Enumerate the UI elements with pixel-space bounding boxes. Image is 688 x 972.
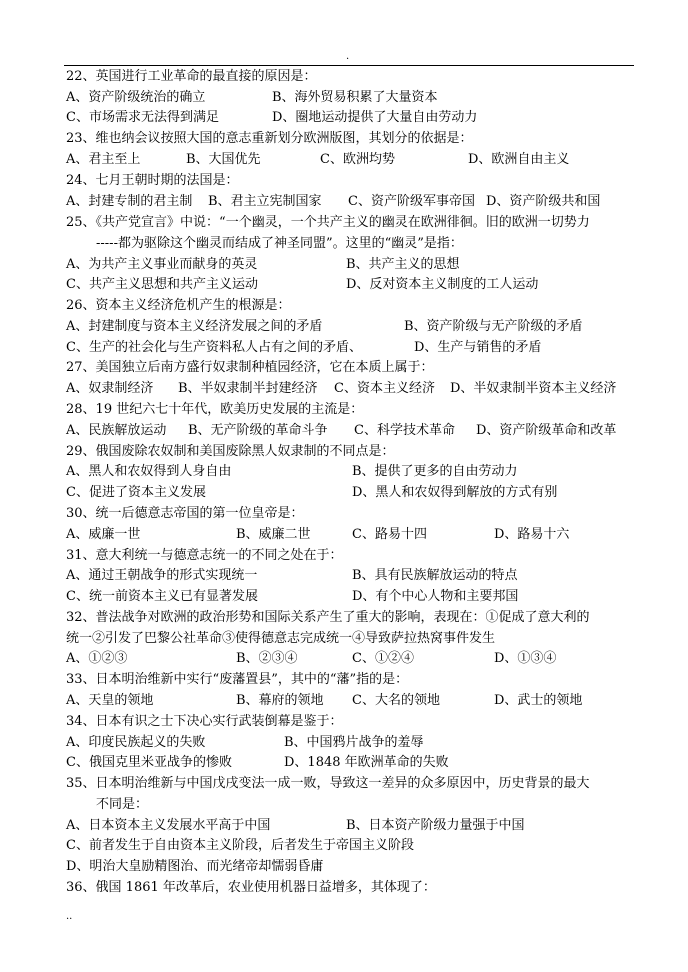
question-36-stem: 36、俄国 1861 年改革后，农业使用机器日益增多，其体现了： xyxy=(66,880,436,895)
q25-option-c: C、共产主义思想和共产主义运动 xyxy=(66,277,258,292)
q32-option-a: A、①②③ xyxy=(66,651,128,666)
question-31-stem: 31、意大利统一与德意志统一的不同之处在于： xyxy=(66,548,343,563)
question-32-stem-line-1: 32、普法战争对欧洲的政治形势和国际关系产生了重大的影响，表现在：①促成了意大利的 xyxy=(66,610,590,625)
question-25-stem-line-2: -----都为驱除这个幽灵而结成了神圣同盟”。这里的“幽灵”是指： xyxy=(96,236,463,251)
q22-option-d: D、圈地运动提供了大量自由劳动力 xyxy=(272,110,478,125)
q22-option-b: B、海外贸易积累了大量资本 xyxy=(272,90,438,105)
question-27-stem: 27、美国独立后南方盛行奴隶制种植园经济，它在本质上属于： xyxy=(66,360,434,375)
q28-option-c: C、科学技术革命 xyxy=(354,423,455,438)
q27-option-d: D、半奴隶制半资本主义经济 xyxy=(450,381,617,396)
q30-option-b: B、威廉二世 xyxy=(236,527,311,542)
question-29-stem: 29、俄国废除农奴制和美国废除黑人奴隶制的不同点是： xyxy=(66,444,395,459)
q24-option-a: A、封建专制的君主制 xyxy=(66,194,193,209)
q26-option-a: A、封建制度与资本主义经济发展之间的矛盾 xyxy=(66,319,323,334)
q27-option-b: B、半奴隶制半封建经济 xyxy=(178,381,318,396)
q26-option-d: D、生产与销售的矛盾 xyxy=(414,340,542,355)
q34-option-a: A、印度民族起义的失败 xyxy=(66,735,206,750)
q23-option-b: B、大国优先 xyxy=(186,152,261,167)
q24-option-b: B、君主立宪制国家 xyxy=(208,194,322,209)
q34-option-d: D、1848 年欧洲革命的失败 xyxy=(284,755,449,770)
question-23-stem: 23、维也纳会议按照大国的意志重新划分欧洲版图，其划分的依据是： xyxy=(66,131,473,146)
q26-option-b: B、资产阶级与无产阶级的矛盾 xyxy=(404,319,583,334)
q23-option-a: A、君主至上 xyxy=(66,152,141,167)
q32-option-c: C、①②④ xyxy=(352,651,414,666)
q26-option-c: C、生产的社会化与生产资料私人占有之间的矛盾、 xyxy=(66,340,362,355)
header-rule xyxy=(64,65,634,66)
question-35-stem-line-2: 不同是： xyxy=(96,797,149,812)
q29-option-c: C、促进了资本主义发展 xyxy=(66,485,206,500)
q35-option-b: B、日本资产阶级力量强于中国 xyxy=(346,818,525,833)
question-26-stem: 26、资本主义经济危机产生的根源是： xyxy=(66,298,291,313)
question-30-stem: 30、统一后德意志帝国的第一位皇帝是： xyxy=(66,506,304,521)
q31-option-c: C、统一前资本主义已有显著发展 xyxy=(66,589,258,604)
q32-option-b: B、②③④ xyxy=(236,651,298,666)
footer-mark: .. xyxy=(66,911,73,922)
q35-option-a: A、日本资本主义发展水平高于中国 xyxy=(66,818,271,833)
q25-option-a: A、为共产主义事业而献身的英灵 xyxy=(66,257,258,272)
question-22-stem: 22、英国进行工业革命的最直接的原因是： xyxy=(66,69,317,84)
q28-option-b: B、无产阶级的革命斗争 xyxy=(188,423,328,438)
q27-option-c: C、资本主义经济 xyxy=(334,381,435,396)
q34-option-b: B、中国鸦片战争的羞辱 xyxy=(284,735,424,750)
q27-option-a: A、奴隶制经济 xyxy=(66,381,154,396)
q33-option-c: C、大名的领地 xyxy=(352,693,440,708)
q23-option-d: D、欧洲自由主义 xyxy=(468,152,570,167)
question-25-stem-line-1: 25、《共产党宣言》中说：“一个幽灵，一个共产主义的幽灵在欧洲徘徊。旧的欧洲一切势力 xyxy=(66,215,590,230)
q25-option-d: D、反对资本主义制度的工人运动 xyxy=(346,277,539,292)
q25-option-b: B、共产主义的思想 xyxy=(346,257,460,272)
q24-option-d: D、资产阶级共和国 xyxy=(486,194,601,209)
question-24-stem: 24、七月王朝时期的法国是： xyxy=(66,173,239,188)
header-mark: . xyxy=(346,51,350,62)
q28-option-a: A、民族解放运动 xyxy=(66,423,167,438)
q33-option-a: A、天皇的领地 xyxy=(66,693,154,708)
q32-option-d: D、①③④ xyxy=(494,651,557,666)
question-28-stem: 28、19 世纪六七十年代，欧美历史发展的主流是： xyxy=(66,402,364,417)
q29-option-a: A、黑人和农奴得到人身自由 xyxy=(66,464,232,479)
q28-option-d: D、资产阶级革命和改革 xyxy=(476,423,617,438)
question-33-stem: 33、日本明治维新中实行“废藩置县”，其中的“藩”指的是： xyxy=(66,672,409,687)
q35-option-c: C、前者发生于自由资本主义阶段，后者发生于帝国主义阶段 xyxy=(66,838,414,853)
q33-option-d: D、武士的领地 xyxy=(494,693,583,708)
q31-option-a: A、通过王朝战争的形式实现统一 xyxy=(66,568,258,583)
q22-option-c: C、市场需求无法得到满足 xyxy=(66,110,219,125)
question-32-stem-line-2: 统一②引发了巴黎公社革命③使得德意志完成统一④导致萨拉热窝事件发生 xyxy=(66,631,496,646)
q29-option-d: D、黑人和农奴得到解放的方式有别 xyxy=(352,485,558,500)
q35-option-d: D、明治大皇励精图治、而光绪帝却懦弱昏庸 xyxy=(66,859,324,874)
q30-option-d: D、路易十六 xyxy=(494,527,570,542)
q31-option-b: B、具有民族解放运动的特点 xyxy=(352,568,518,583)
q30-option-c: C、路易十四 xyxy=(352,527,427,542)
q31-option-d: D、有个中心人物和主要邦国 xyxy=(352,589,519,604)
question-34-stem: 34、日本有识之士下决心实行武装倒幕是鉴于： xyxy=(66,714,343,729)
q33-option-b: B、幕府的领地 xyxy=(236,693,324,708)
q29-option-b: B、提供了更多的自由劳动力 xyxy=(352,464,518,479)
q23-option-c: C、欧洲均势 xyxy=(320,152,395,167)
q30-option-a: A、威廉一世 xyxy=(66,527,141,542)
q24-option-c: C、资产阶级军事帝国 xyxy=(348,194,475,209)
question-35-stem-line-1: 35、日本明治维新与中国戊戌变法一成一败，导致这一差异的众多原因中，历史背景的最大 xyxy=(66,776,590,791)
q34-option-c: C、俄国克里米亚战争的惨败 xyxy=(66,755,232,770)
q22-option-a: A、资产阶级统治的确立 xyxy=(66,90,206,105)
